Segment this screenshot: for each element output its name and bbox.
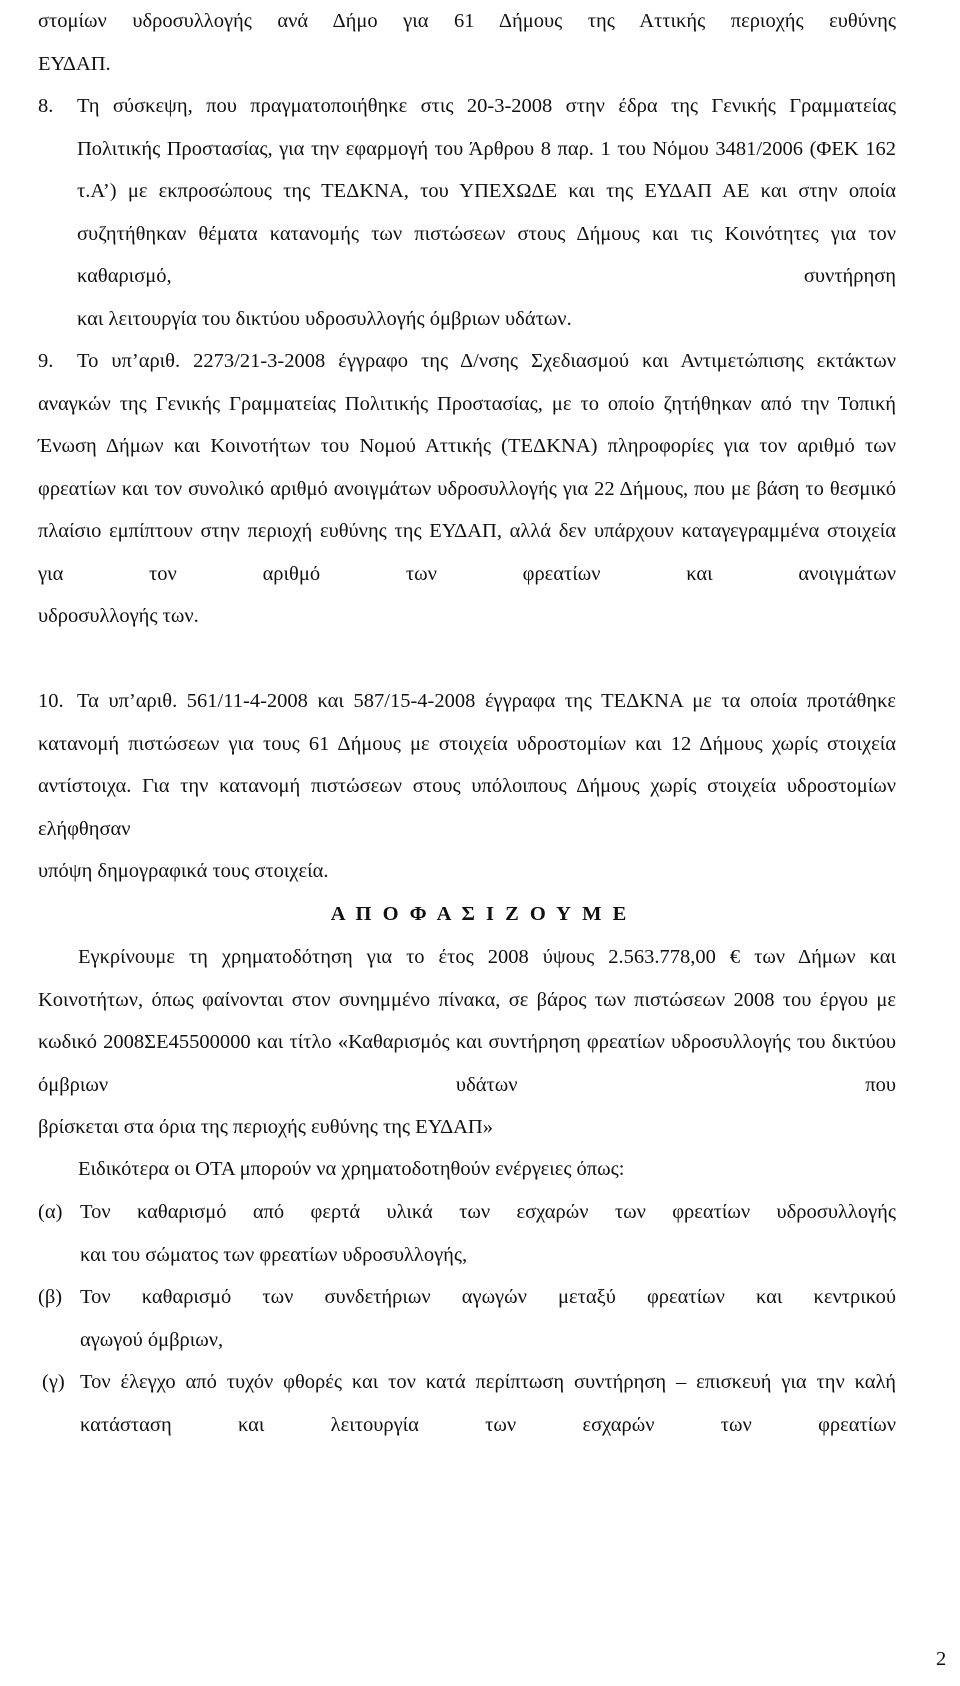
text-line: και λειτουργία του δικτύου υδροσυλλογής όμβριων υδάτων. (77, 307, 572, 330)
item-number: 9. (38, 350, 54, 372)
text-line: οποία προτάθηκε κατανομή πιστώσεων για τους 61 Δήμους με στοιχεία (38, 690, 897, 755)
item-text (77, 85, 896, 340)
text-line: και του σώματος των φρεατίων υδροσυλλογής, (80, 1243, 468, 1266)
text-line: πιστώσεων στους υπόλοιπους Δήμους χωρίς στοιχεία υδροστομίων ελήφθησαν (38, 775, 896, 840)
text-line: εκτάκτων αναγκών της Γενικής Γραμματείας Πολιτικής Προστασίας, με το οποίο (38, 350, 897, 415)
specifics-line: Ειδικότερα οι ΟΤΑ μπορούν να χρηματοδοτηθούν ενέργειες όπως: (78, 1158, 625, 1180)
text-line: ανοιγμάτων υδροσυλλογής για 22 Δήμους, που με βάση το θεσμικό πλαίσιο (38, 477, 896, 542)
decision-heading: Α Π Ο Φ Α Σ Ι Ζ Ο Υ Μ Ε (330, 903, 630, 925)
text-line: Τον έλεγχο από τυχόν φθορές και τον κατά περίπτωση συντήρηση – επισκευή (80, 1371, 772, 1393)
text-line: Τη σύσκεψη, που πραγματοποιήθηκε στις 20-3-2008 στην έδρα της Γενικής (77, 95, 776, 117)
text-line: βρίσκεται στα όρια της περιοχής ευθύνης της ΕΥΔΑΠ» (38, 1116, 493, 1138)
sub-item-text (80, 1191, 896, 1276)
list-item-10 (38, 680, 896, 893)
intro-paragraph (38, 0, 896, 85)
text-line: ζητήθηκαν από την Τοπική Ένωση Δήμων και Κοινοτήτων του Νομού Αττικής (38, 392, 897, 457)
text-line: εμπίπτουν στην περιοχή ευθύνης της ΕΥΔΑΠ, αλλά δεν υπάρχουν (109, 520, 674, 542)
text-line: Εγκρίνουμε τη χρηματοδότηση για το έτος 2008 ύψους 2.563.778,00 € των (78, 946, 786, 968)
item-text (38, 680, 896, 893)
sub-item-c (38, 1361, 896, 1446)
intro-line: ΕΥΔΑΠ. (38, 52, 111, 75)
sub-item-label: (γ) (42, 1371, 65, 1393)
text-line: και συντήρηση φρεατίων υδροσυλλογής του δικτύου όμβριων υδάτων που (38, 1031, 896, 1096)
sub-item-text (80, 1361, 896, 1446)
text-line: Το υπ’αριθ. 2273/21-3-2008 έγγραφο της Δ/νσης Σχεδιασμού και Αντιμετώπισης (77, 350, 804, 372)
text-line: υδροστομίων και 12 Δήμους χωρίς στοιχεία αντίστοιχα. Για την κατανομή (38, 732, 897, 797)
text-line: υπόψη δημογραφικά τους στοιχεία. (38, 860, 329, 882)
text-line: Δήμων και Κοινοτήτων, όπως φαίνονται στον συνημμένο πίνακα, σε βάρος των (38, 946, 897, 1011)
intro-line: στομίων υδροσυλλογής ανά Δήμο για 61 Δήμους της Αττικής περιοχής ευθύνης (38, 10, 896, 32)
item-number: 10. (38, 690, 64, 712)
text-line: για την καλή κατάσταση και λειτουργία των εσχαρών των φρεατίων (80, 1371, 896, 1436)
list-item-9 (38, 340, 896, 638)
text-line: των πιστώσεων στους Δήμους και τις Κοινότητες για τον καθαρισμό, συντήρηση (77, 222, 896, 287)
text-line: (ΤΕΔΚΝΑ) πληροφορίες για τον αριθμό των φρεατίων και τον συνολικό αριθμό (38, 435, 896, 500)
text-line: Γραμματείας Πολιτικής Προστασίας, για την εφαρμογή του Άρθρου 8 παρ. 1 του (77, 95, 896, 160)
sub-item-label: (β) (38, 1286, 63, 1308)
text-line: Νόμου 3481/2006 (ΦΕΚ 162 τ.Α’) με εκπροσώπους της ΤΕΔΚΝΑ, του (77, 137, 896, 202)
text-line: καταγεγραμμένα στοιχεία για τον αριθμό των φρεατίων και ανοιγμάτων (38, 520, 896, 585)
list-item-8 (38, 85, 896, 340)
item-text (38, 340, 896, 638)
page-number: 2 (936, 1648, 947, 1670)
sub-item-label: (α) (38, 1201, 63, 1223)
sub-item-text (80, 1276, 896, 1361)
text-line: Τα υπ’αριθ. 561/11-4-2008 και 587/15-4-2008 έγγραφα της ΤΕΔΚΝΑ με τα (77, 690, 741, 712)
item-number: 8. (38, 95, 54, 117)
text-line: Τον καθαρισμό από φερτά υλικά των εσχαρών των φρεατίων υδροσυλλογής (80, 1201, 896, 1223)
text-line: αγωγού όμβριων, (80, 1328, 224, 1351)
sub-item-a (38, 1191, 896, 1276)
text-line: Τον καθαρισμό των συνδετήριων αγωγών μεταξύ φρεατίων και κεντρικού (80, 1286, 896, 1308)
text-line: υδροσυλλογής των. (38, 605, 199, 627)
decision-paragraph (38, 936, 896, 1149)
sub-item-b (38, 1276, 896, 1361)
text-line: πιστώσεων 2008 του έργου με κωδικό 2008ΣΕ45500000 και τίτλο «Καθαρισμός (38, 988, 896, 1053)
text-line: ΥΠΕΧΩΔΕ και της ΕΥΔΑΠ ΑΕ και στην οποία συζητήθηκαν θέματα κατανομής (77, 180, 896, 245)
